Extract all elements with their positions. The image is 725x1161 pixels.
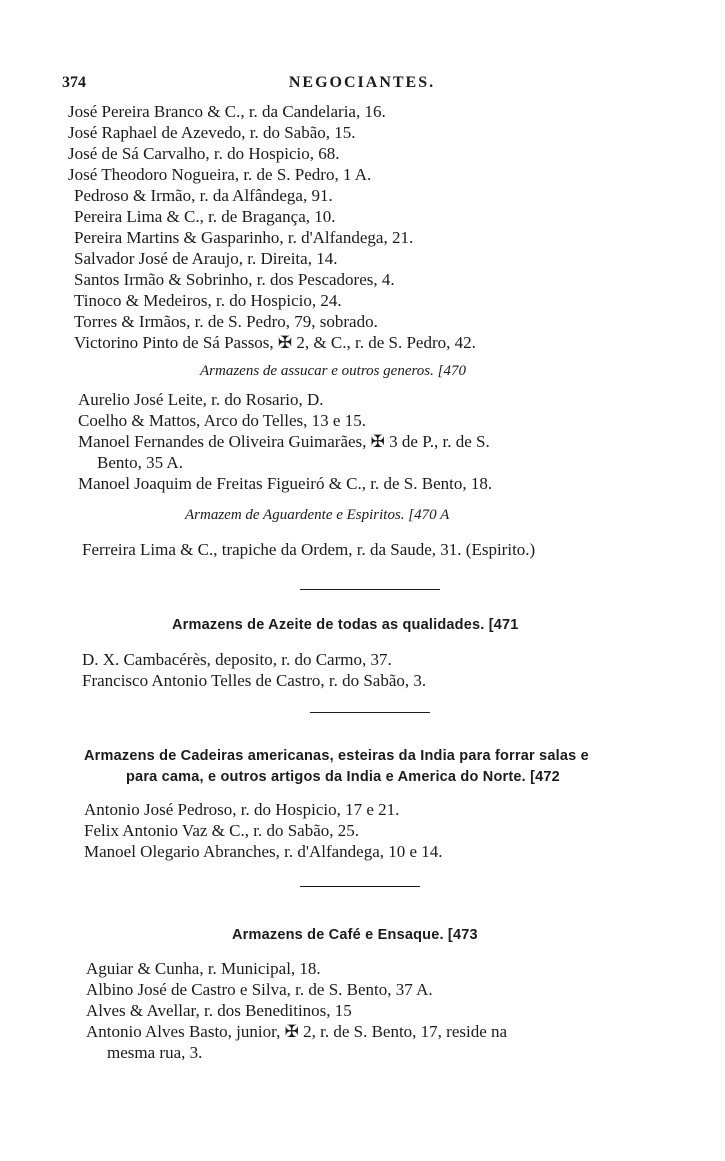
section-divider xyxy=(300,886,420,887)
entry: Antonio José Pedroso, r. do Hospicio, 17 e 21. xyxy=(84,800,400,819)
entry: Manoel Fernandes de Oliveira Guimarães, ✠ 3 de P., r. de S. xyxy=(78,432,490,451)
entry: Pereira Martins & Gasparinho, r. d'Alfandega, 21. xyxy=(74,228,414,247)
section-heading: Armazem de Aguardente e Espiritos. [470 A xyxy=(185,507,450,523)
page-header xyxy=(62,74,662,94)
section-heading: Armazens de Azeite de todas as qualidades. [471 xyxy=(172,617,519,633)
section-heading: Armazens de Cadeiras americanas, esteiras da India para forrar salas e xyxy=(84,748,589,764)
page-number: 374 xyxy=(62,74,86,91)
section-heading-continuation: para cama, e outros artigos da India e America do Norte. [472 xyxy=(126,769,560,785)
entry: Pereira Lima & C., r. de Bragança, 10. xyxy=(74,207,336,226)
entry: Santos Irmão & Sobrinho, r. dos Pescadores, 4. xyxy=(74,270,395,289)
entry: Salvador José de Araujo, r. Direita, 14. xyxy=(74,249,338,268)
entry: Aurelio José Leite, r. do Rosario, D. xyxy=(78,390,324,409)
entry-continuation: Bento, 35 A. xyxy=(97,453,183,472)
entry: Ferreira Lima & C., trapiche da Ordem, r. da Saude, 31. (Espirito.) xyxy=(82,540,536,559)
entry: José de Sá Carvalho, r. do Hospicio, 68. xyxy=(68,144,340,163)
section-divider xyxy=(310,712,430,713)
entry: José Theodoro Nogueira, r. de S. Pedro, 1 A. xyxy=(68,165,372,184)
section-heading: Armazens de assucar e outros generos. [470 xyxy=(200,363,466,379)
entry: Francisco Antonio Telles de Castro, r. do Sabão, 3. xyxy=(82,671,427,690)
entry: Coelho & Mattos, Arco do Telles, 13 e 15. xyxy=(78,411,366,430)
entry: Antonio Alves Basto, junior, ✠ 2, r. de S. Bento, 17, reside na xyxy=(86,1022,508,1041)
entry: Torres & Irmãos, r. de S. Pedro, 79, sobrado. xyxy=(74,312,378,331)
entry-continuation: mesma rua, 3. xyxy=(107,1043,203,1062)
entry: Manoel Joaquim de Freitas Figueiró & C., r. de S. Bento, 18. xyxy=(78,474,493,493)
section-heading: Armazens de Café e Ensaque. [473 xyxy=(232,927,478,943)
entry: Pedroso & Irmão, r. da Alfândega, 91. xyxy=(74,186,333,205)
entry: Aguiar & Cunha, r. Municipal, 18. xyxy=(86,959,321,978)
entry: D. X. Cambacérès, deposito, r. do Carmo, 37. xyxy=(82,650,392,669)
entry: Manoel Olegario Abranches, r. d'Alfandega, 10 e 14. xyxy=(84,842,443,861)
entry: Alves & Avellar, r. dos Beneditinos, 15 xyxy=(86,1001,352,1020)
entry: Felix Antonio Vaz & C., r. do Sabão, 25. xyxy=(84,821,359,840)
entry: José Pereira Branco & C., r. da Candelaria, 16. xyxy=(68,102,386,121)
section-divider xyxy=(300,589,440,590)
entry: José Raphael de Azevedo, r. do Sabão, 15. xyxy=(68,123,356,142)
entry: Tinoco & Medeiros, r. do Hospicio, 24. xyxy=(74,291,342,310)
entry: Albino José de Castro e Silva, r. de S. Bento, 37 A. xyxy=(86,980,433,999)
entry: Victorino Pinto de Sá Passos, ✠ 2, & C., r. de S. Pedro, 42. xyxy=(74,333,476,352)
running-title: NEGOCIANTES. xyxy=(288,74,436,91)
